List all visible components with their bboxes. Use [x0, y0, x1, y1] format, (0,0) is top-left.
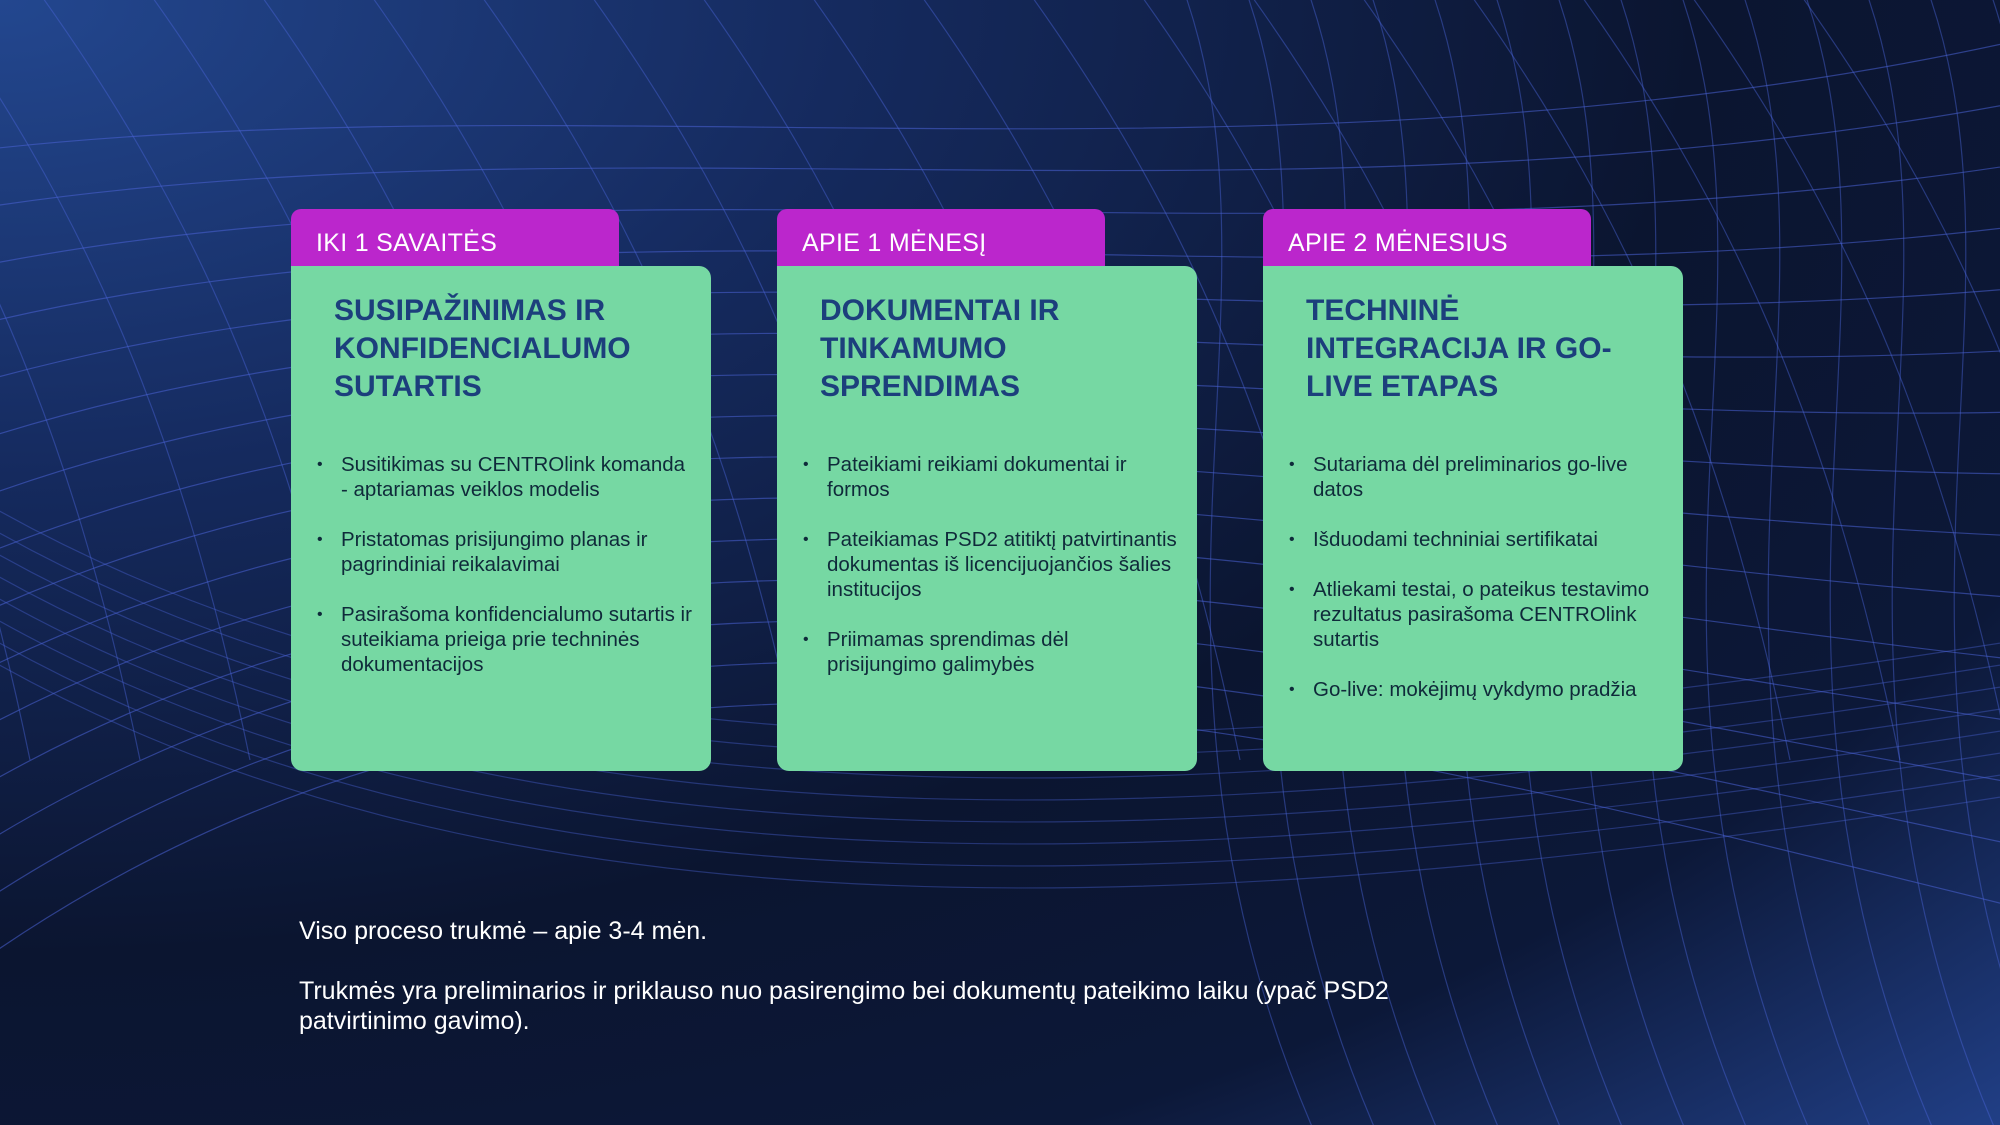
bullet-icon: •	[803, 631, 809, 648]
phase-card-body	[291, 266, 711, 771]
phase-heading: DOKUMENTAI IR TINKAMUMO SPRENDIMAS	[820, 294, 1060, 403]
phase-heading: SUSIPAŽINIMAS IR KONFIDENCIALUMO SUTARTIS	[334, 294, 631, 403]
phase-card-body	[777, 266, 1197, 771]
list-item-text: Go-live: mokėjimų vykdymo pradžia	[1313, 678, 1637, 701]
list-item-text: Pateikiami reikiami dokumentai ir formos	[827, 453, 1127, 501]
bullet-icon: •	[1289, 456, 1295, 473]
list-item	[803, 452, 1179, 502]
list-item	[317, 452, 693, 502]
list-item	[1289, 677, 1665, 702]
duration-disclaimer: Trukmės yra preliminarios ir priklauso nuo pasirengimo bei dokumentų pateikimo laiku (ypač PSD2 patvirtinimo gavimo).	[299, 977, 1389, 1035]
list-item-text: Pasirašoma konfidencialumo sutartis ir suteikiama prieiga prie techninės dokumentacijos	[341, 603, 692, 676]
list-item	[1289, 577, 1665, 652]
list-item	[317, 602, 693, 677]
list-item	[803, 627, 1179, 677]
phase-step-list	[1289, 452, 1665, 702]
list-item	[803, 527, 1179, 602]
bullet-icon: •	[317, 531, 323, 548]
bullet-icon: •	[803, 456, 809, 473]
bullet-icon: •	[317, 456, 323, 473]
phase-heading: TECHNINĖ INTEGRACIJA IR GO-LIVE ETAPAS	[1306, 294, 1612, 403]
list-item	[1289, 527, 1665, 552]
phase-step-list	[317, 452, 693, 677]
process-duration-note: Viso proceso trukmė – apie 3-4 mėn.	[299, 917, 708, 945]
bullet-icon: •	[1289, 681, 1295, 698]
bullet-icon: •	[1289, 581, 1295, 598]
list-item-text: Atliekami testai, o pateikus testavimo rezultatus pasirašoma CENTROlink sutartis	[1313, 578, 1650, 651]
list-item	[1289, 452, 1665, 502]
phase-duration-tab: APIE 1 MĖNESĮ	[777, 209, 1105, 269]
bullet-icon: •	[317, 606, 323, 623]
list-item-text: Pateikiamas PSD2 atitiktį patvirtinantis dokumentas iš licencijuojančios šalies institucijos	[827, 528, 1177, 601]
list-item-text: Priimamas sprendimas dėl prisijungimo galimybės	[827, 628, 1069, 676]
list-item-text: Susitikimas su CENTROlink komanda - aptariamas veiklos modelis	[341, 453, 686, 501]
list-item-text: Išduodami techniniai sertifikatai	[1313, 528, 1598, 551]
phase-step-list	[803, 452, 1179, 677]
list-item-text: Sutariama dėl preliminarios go-live datos	[1313, 453, 1628, 501]
bullet-icon: •	[803, 531, 809, 548]
list-item	[317, 527, 693, 577]
phase-card-body	[1263, 266, 1683, 771]
phase-duration-tab: APIE 2 MĖNESIUS	[1263, 209, 1591, 269]
bullet-icon: •	[1289, 531, 1295, 548]
list-item-text: Pristatomas prisijungimo planas ir pagrindiniai reikalavimai	[341, 528, 648, 576]
phase-duration-tab: IKI 1 SAVAITĖS	[291, 209, 619, 269]
